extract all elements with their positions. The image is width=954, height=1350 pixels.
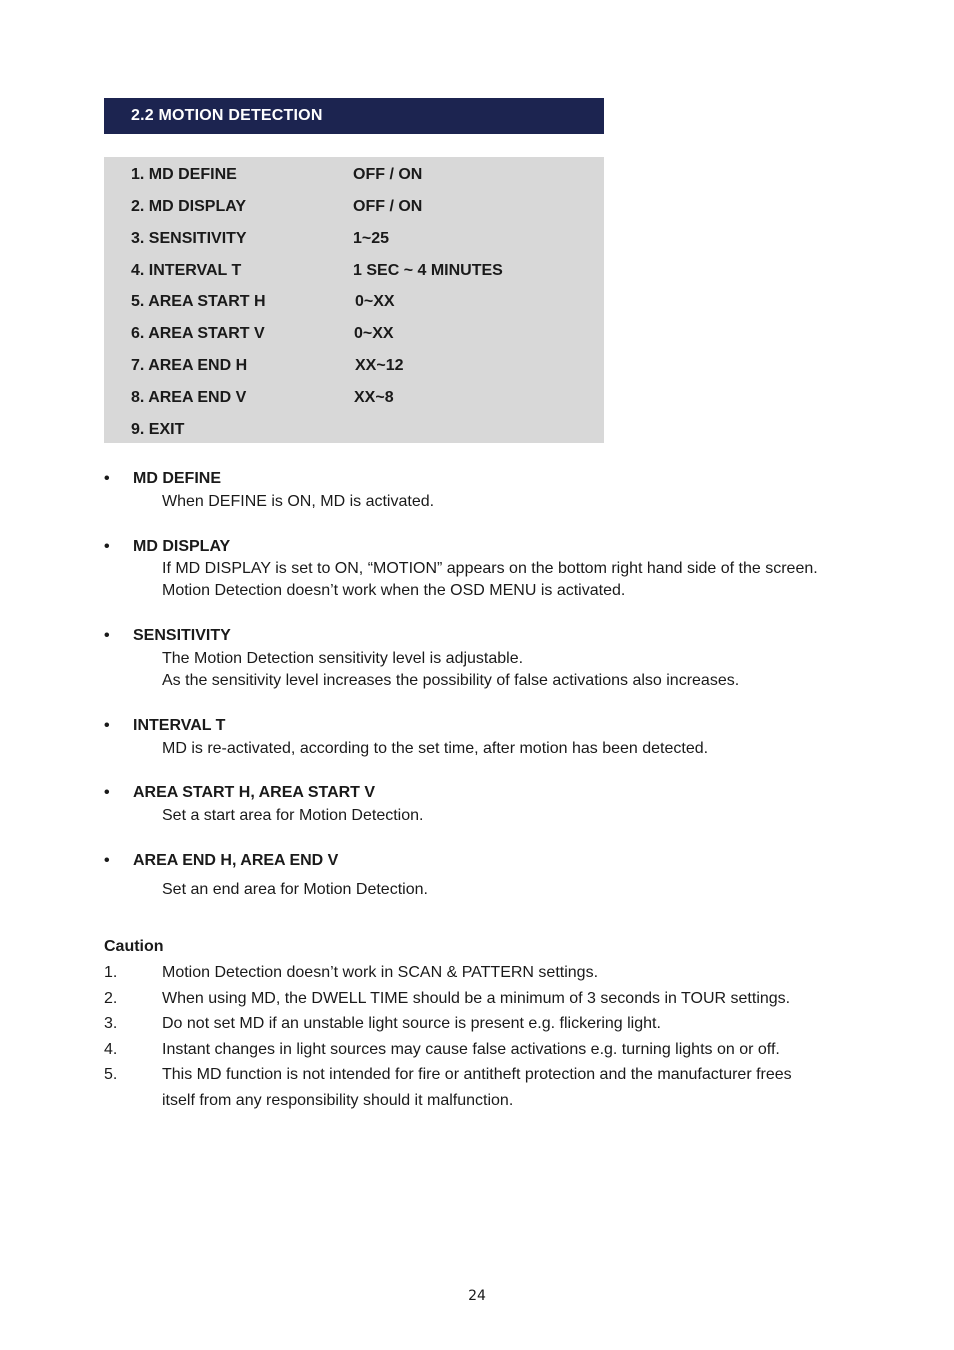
- section-header-bar: [104, 98, 604, 134]
- menu-item-label: 1. MD DEFINE: [131, 166, 237, 183]
- menu-item-value: XX~8: [354, 389, 394, 406]
- bullet-description: When DEFINE is ON, MD is activated.: [162, 493, 435, 510]
- caution-heading: Caution: [104, 938, 164, 955]
- caution-item-text: itself from any responsibility should it malfunction.: [162, 1092, 514, 1109]
- bullet-title: SENSITIVITY: [133, 627, 231, 644]
- menu-row: [104, 319, 604, 343]
- bullet-marker: •: [104, 717, 110, 734]
- menu-item-value: 0~XX: [355, 293, 395, 310]
- bullet-title: INTERVAL T: [133, 717, 226, 734]
- bullet-title: MD DISPLAY: [133, 538, 231, 555]
- bullet-description: Set an end area for Motion Detection.: [162, 881, 428, 898]
- bullet-description: MD is re-activated, according to the set time, after motion has been detected.: [162, 740, 709, 757]
- caution-item-text: When using MD, the DWELL TIME should be a minimum of 3 seconds in TOUR settings.: [162, 990, 791, 1007]
- caution-item-number: 2.: [104, 990, 118, 1007]
- bullet-title: MD DEFINE: [133, 470, 221, 487]
- caution-item-text: Do not set MD if an unstable light source is present e.g. flickering light.: [162, 1015, 661, 1032]
- menu-item-value: 1 SEC ~ 4 MINUTES: [353, 262, 503, 279]
- menu-row: [104, 224, 604, 248]
- menu-row: [104, 351, 604, 375]
- bullet-description: Set a start area for Motion Detection.: [162, 807, 424, 824]
- menu-row: [104, 287, 604, 311]
- bullet-marker: •: [104, 470, 110, 487]
- menu-row: [104, 192, 604, 216]
- bullet-marker: •: [104, 784, 110, 801]
- bullet-title: AREA START H, AREA START V: [133, 784, 376, 801]
- bullet-description: As the sensitivity level increases the possibility of false activations also increases.: [162, 672, 740, 689]
- menu-item-value: 0~XX: [354, 325, 394, 342]
- menu-row: [104, 256, 604, 280]
- menu-item-label: 2. MD DISPLAY: [131, 198, 246, 215]
- bullet-marker: •: [104, 627, 110, 644]
- bullet-description: If MD DISPLAY is set to ON, “MOTION” appears on the bottom right hand side of the screen.: [162, 560, 818, 577]
- menu-row: [104, 383, 604, 407]
- caution-item-number: 1.: [104, 964, 118, 981]
- menu-item-value: OFF / ON: [353, 166, 423, 183]
- menu-item-label: 8. AREA END V: [131, 389, 247, 406]
- caution-item-text: Instant changes in light sources may cause false activations e.g. turning lights on or off.: [162, 1041, 780, 1058]
- menu-item-label: 5. AREA START H: [131, 293, 266, 310]
- section-title: 2.2 MOTION DETECTION: [131, 107, 323, 124]
- caution-item-text: This MD function is not intended for fire or antitheft protection and the manufacturer frees: [162, 1066, 792, 1083]
- menu-item-value: OFF / ON: [353, 198, 423, 215]
- menu-item-label: 4. INTERVAL T: [131, 262, 242, 279]
- bullet-description: The Motion Detection sensitivity level is adjustable.: [162, 650, 524, 667]
- caution-item-number: 4.: [104, 1041, 118, 1058]
- menu-row: [104, 160, 604, 184]
- caution-item-text: Motion Detection doesn’t work in SCAN & PATTERN settings.: [162, 964, 599, 981]
- caution-item-number: 5.: [104, 1066, 118, 1083]
- bullet-title: AREA END H, AREA END V: [133, 852, 339, 869]
- menu-item-label: 3. SENSITIVITY: [131, 230, 247, 247]
- bullet-description: Motion Detection doesn’t work when the OSD MENU is activated.: [162, 582, 626, 599]
- menu-item-value: 1~25: [353, 230, 390, 247]
- menu-item-label: 9. EXIT: [131, 421, 185, 438]
- menu-item-label: 7. AREA END H: [131, 357, 248, 374]
- menu-item-label: 6. AREA START V: [131, 325, 265, 342]
- menu-row: [104, 415, 604, 439]
- caution-item-number: 3.: [104, 1015, 118, 1032]
- menu-table: [104, 157, 604, 443]
- bullet-marker: •: [104, 852, 110, 869]
- menu-item-value: XX~12: [355, 357, 404, 374]
- bullet-marker: •: [104, 538, 110, 555]
- page-number: 24: [468, 1288, 486, 1304]
